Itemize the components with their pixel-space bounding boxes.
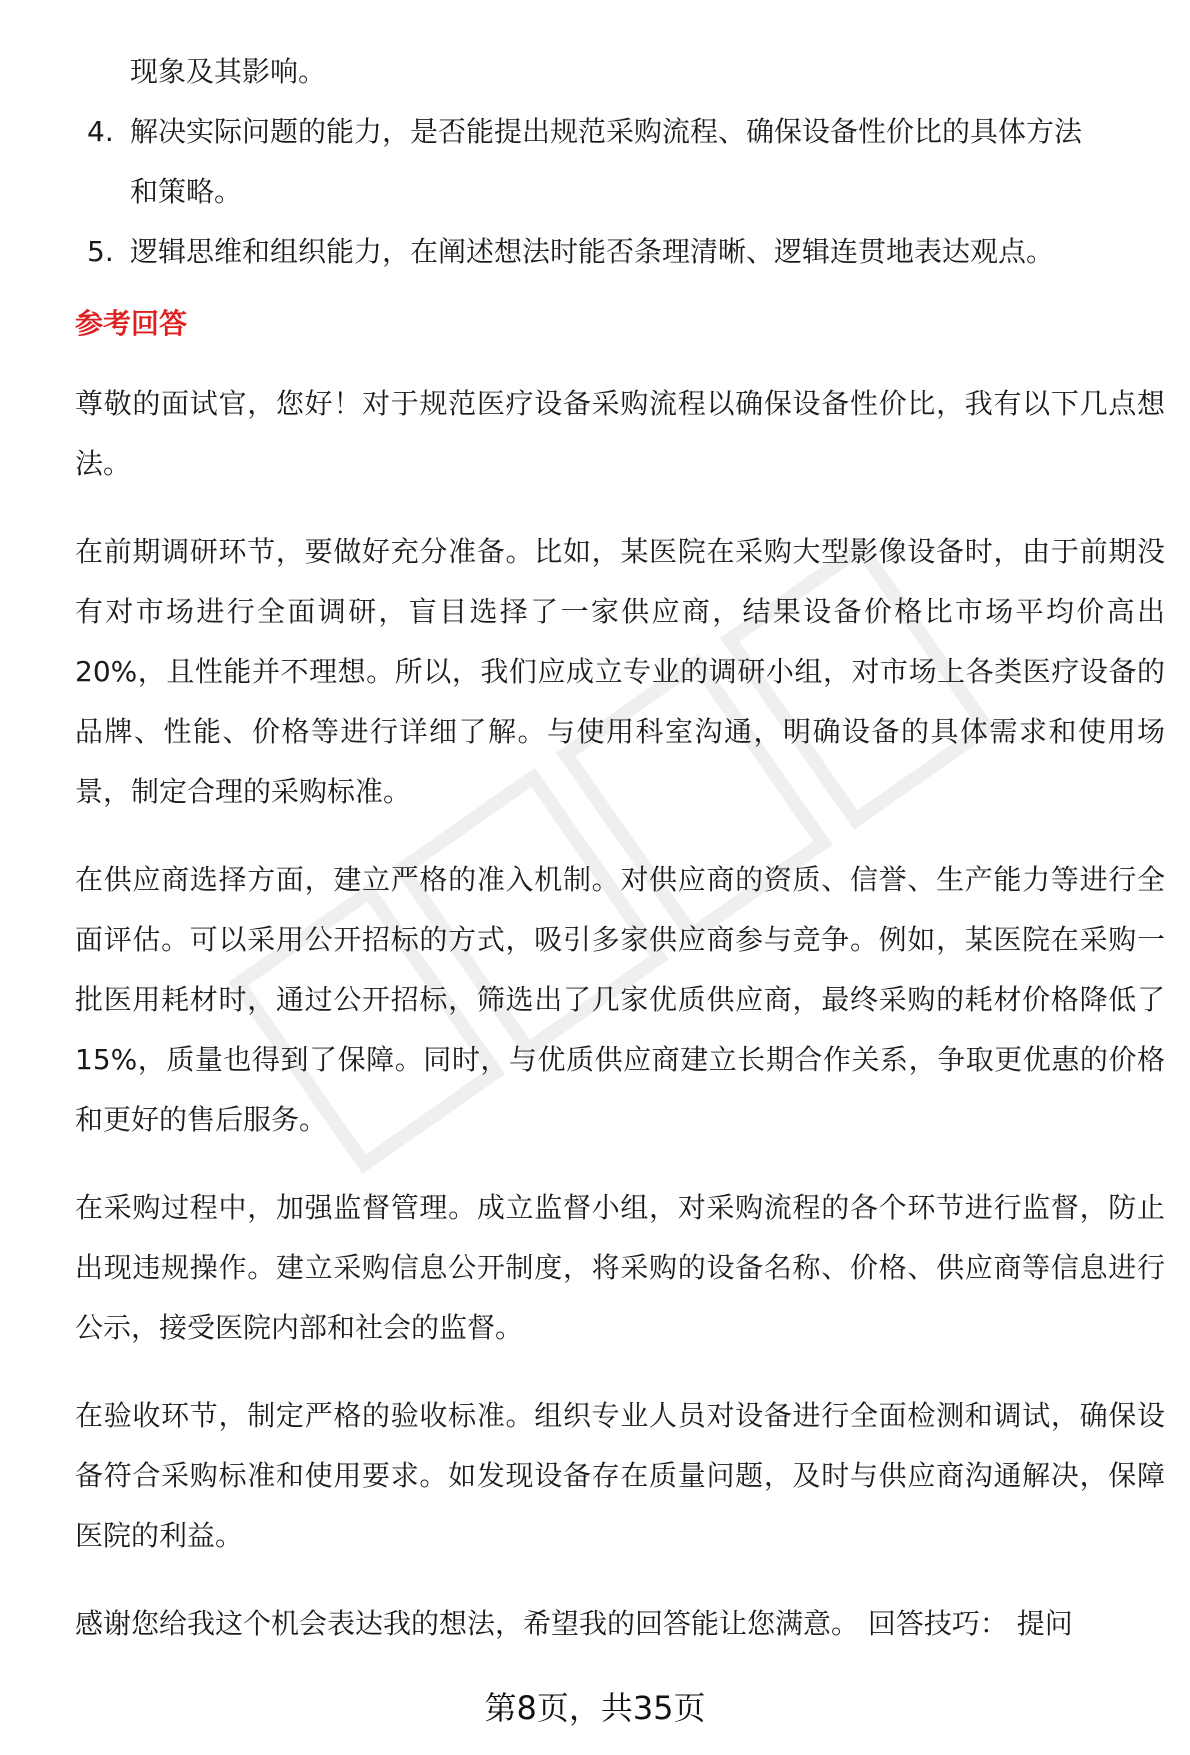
list-item-text-continued: 和策略。 (130, 175, 243, 208)
section-heading-answer: 参考回答 (75, 307, 188, 340)
list-number: 4. (87, 115, 114, 148)
paragraph-closing: 感谢您给我这个机会表达我的想法，希望我的回答能让您满意。 回答技巧： 提问 (75, 1607, 1073, 1640)
paragraph-greeting: 尊敬的面试官，您好！对于规范医疗设备采购流程以确保设备性价比，我有以下几点想法。 (75, 387, 1165, 480)
paragraph-supplier: 在供应商选择方面，建立严格的准入机制。对供应商的资质、信誉、生产能力等进行全面评估。可以采用公开招标的方式，吸引多家供应商参与竞争。例如，某医院在采购一批医用耗材时，通过公开招标，筛选出了几家优质供应商，最终采购的耗材价格降低了 15%，质量也得到了保障。同时，与优质供应商建立长期合作关系，争取更优惠的价格和更好的售后服务。 (75, 863, 1165, 1136)
list-item-text: 逻辑思维和组织能力，在阐述想法时能否条理清晰、逻辑连贯地表达观点。 (130, 235, 1055, 268)
list-item-4 (75, 102, 1165, 222)
list-item-5 (75, 222, 1165, 282)
page-content (75, 42, 1165, 1654)
list-item-3-continued: 现象及其影响。 (130, 55, 327, 88)
page-number: 第8页，共35页 (484, 1689, 706, 1727)
paragraph-acceptance: 在验收环节，制定严格的验收标准。组织专业人员对设备进行全面检测和调试，确保设备符合采购标准和使用要求。如发现设备存在质量问题，及时与供应商沟通解决，保障医院的利益。 (75, 1399, 1165, 1552)
paragraph-research: 在前期调研环节，要做好充分准备。比如，某医院在采购大型影像设备时，由于前期没有对市场进行全面调研，盲目选择了一家供应商，结果设备价格比市场平均价高出 20%，且性能并不理想。所以，我们应成立专业的调研小组，对市场上各类医疗设备的品牌、性能、价格等进行详细了解。与使用科室沟通，明确设备的具体需求和使用场景，制定合理的采购标准。 (75, 535, 1165, 808)
list-item-text: 解决实际问题的能力，是否能提出规范采购流程、确保设备性价比的具体方法 (130, 115, 1083, 148)
list-number: 5. (87, 235, 114, 268)
paragraph-supervision: 在采购过程中，加强监督管理。成立监督小组，对采购流程的各个环节进行监督，防止出现违规操作。建立采购信息公开制度，将采购的设备名称、价格、供应商等信息进行公示，接受医院内部和社会的监督。 (75, 1191, 1165, 1344)
